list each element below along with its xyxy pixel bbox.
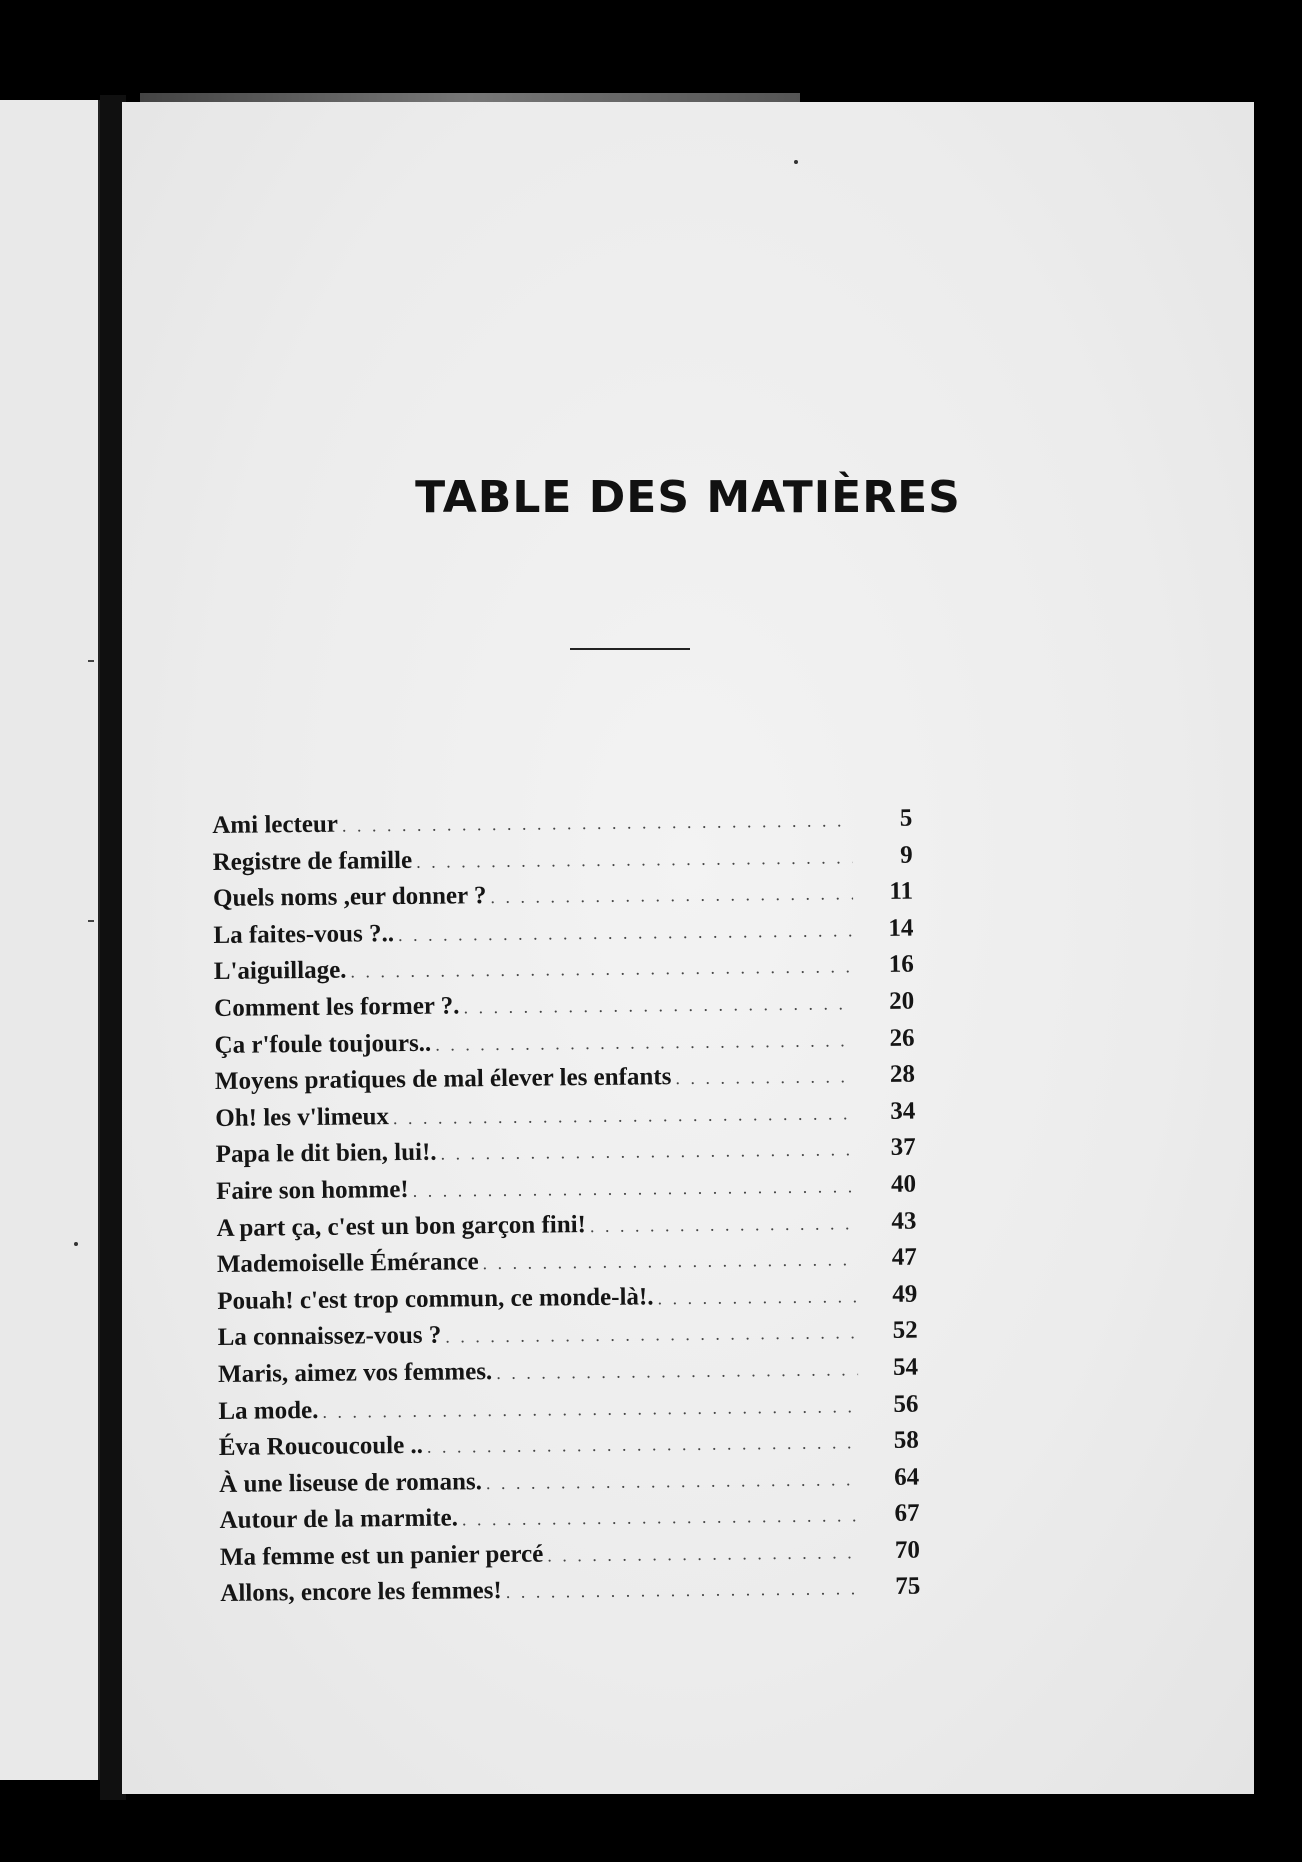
toc-entry-title: Mademoiselle Émérance [216, 1248, 479, 1279]
toc-entry-page: 58 [893, 1426, 919, 1454]
toc-entry-title: Registre de famille [212, 846, 413, 876]
toc-entry-title: L'aiguillage. [213, 956, 347, 986]
toc-entry-page: 34 [890, 1097, 916, 1125]
toc-entry-page: 9 [899, 841, 913, 869]
toc-entry-title: À une liseuse de romans. [219, 1467, 483, 1498]
toc-entry-page: 16 [888, 951, 914, 979]
toc-entry-page: 5 [899, 804, 913, 832]
toc-entry-page: 54 [892, 1353, 919, 1381]
toc-entry-page: 14 [888, 914, 914, 942]
toc-entry-title: La faites-vous ?.. [213, 919, 395, 949]
toc-entry-title: La connaissez-vous ? [217, 1321, 442, 1352]
toc-entry-title: Pouah! c'est trop commun, ce monde-là!. [217, 1283, 654, 1315]
toc-entry-page: 43 [891, 1207, 917, 1235]
toc-leader-dots [496, 1359, 858, 1384]
document-page [122, 102, 1254, 1794]
toc-entry-title: Moyens pratiques de mal élever les enfants [214, 1063, 672, 1096]
toc-entry-title: Éva Roucoucoule .. [218, 1431, 424, 1462]
toc-leader-dots [675, 1066, 855, 1089]
toc-leader-dots [486, 1469, 859, 1494]
toc-leader-dots [590, 1213, 857, 1237]
toc-leader-dots [506, 1579, 861, 1604]
toc-leader-dots [547, 1542, 860, 1566]
toc-entry-page: 52 [892, 1316, 918, 1345]
toc-entry-title: Ma femme est un panier percé [219, 1540, 544, 1571]
toc-entry-page: 11 [889, 877, 914, 906]
paper-speck [794, 160, 798, 164]
toc-entry-page: 28 [889, 1060, 916, 1089]
toc-entry-title: Papa le dit bien, lui!. [215, 1139, 437, 1169]
title-rule [570, 648, 690, 650]
toc-leader-dots [657, 1286, 857, 1309]
left-facing-page [0, 100, 102, 1780]
toc-entry-page: 56 [893, 1390, 919, 1418]
toc-entry-page: 47 [891, 1243, 917, 1272]
toc-entry-title: Maris, aimez vos femmes. [217, 1358, 493, 1388]
toc-entry-title: Comment les former ?. [214, 992, 460, 1022]
toc-entry-title: Oh! les v'limeux [215, 1102, 390, 1132]
page-mark [88, 660, 94, 662]
toc-entry-page: 70 [894, 1536, 921, 1564]
toc-entry-page: 37 [890, 1133, 916, 1162]
toc-entry-title: A part ça, c'est un bon garçon fini! [216, 1210, 587, 1242]
toc-leader-dots [445, 1323, 858, 1348]
toc-entry-page: 64 [894, 1463, 920, 1491]
toc-entry-title: Autour de la marmite. [219, 1504, 459, 1535]
toc-leader-dots [435, 1030, 855, 1055]
toc-leader-dots [490, 883, 853, 908]
toc-entry-page: 20 [889, 987, 915, 1015]
toc-entry-page: 67 [894, 1499, 920, 1528]
table-of-contents [212, 791, 921, 1608]
toc-entry [212, 791, 913, 839]
page-title: TABLE DES MATIÈRES [415, 472, 961, 523]
toc-leader-dots [483, 1249, 857, 1274]
toc-entry-title: Allons, encore les femmes! [220, 1577, 502, 1608]
paper-speck [74, 1242, 78, 1246]
toc-entry-title: Faire son homme! [215, 1175, 409, 1205]
toc-entry-title: La mode. [218, 1396, 319, 1425]
toc-entry-page: 49 [892, 1280, 918, 1308]
page-mark [88, 920, 94, 922]
toc-leader-dots [462, 1506, 860, 1531]
toc-entry-title: Ami lecteur [212, 810, 339, 839]
toc-entry-title: Ça r'foule toujours.. [214, 1029, 432, 1059]
toc-entry-page: 75 [895, 1573, 921, 1601]
toc-leader-dots [441, 1140, 856, 1165]
toc-leader-dots [463, 993, 854, 1018]
toc-entry-page: 40 [890, 1170, 917, 1198]
toc-entry-title: Quels noms ,eur donner ? [212, 882, 487, 913]
toc-entry-page: 26 [889, 1024, 915, 1052]
